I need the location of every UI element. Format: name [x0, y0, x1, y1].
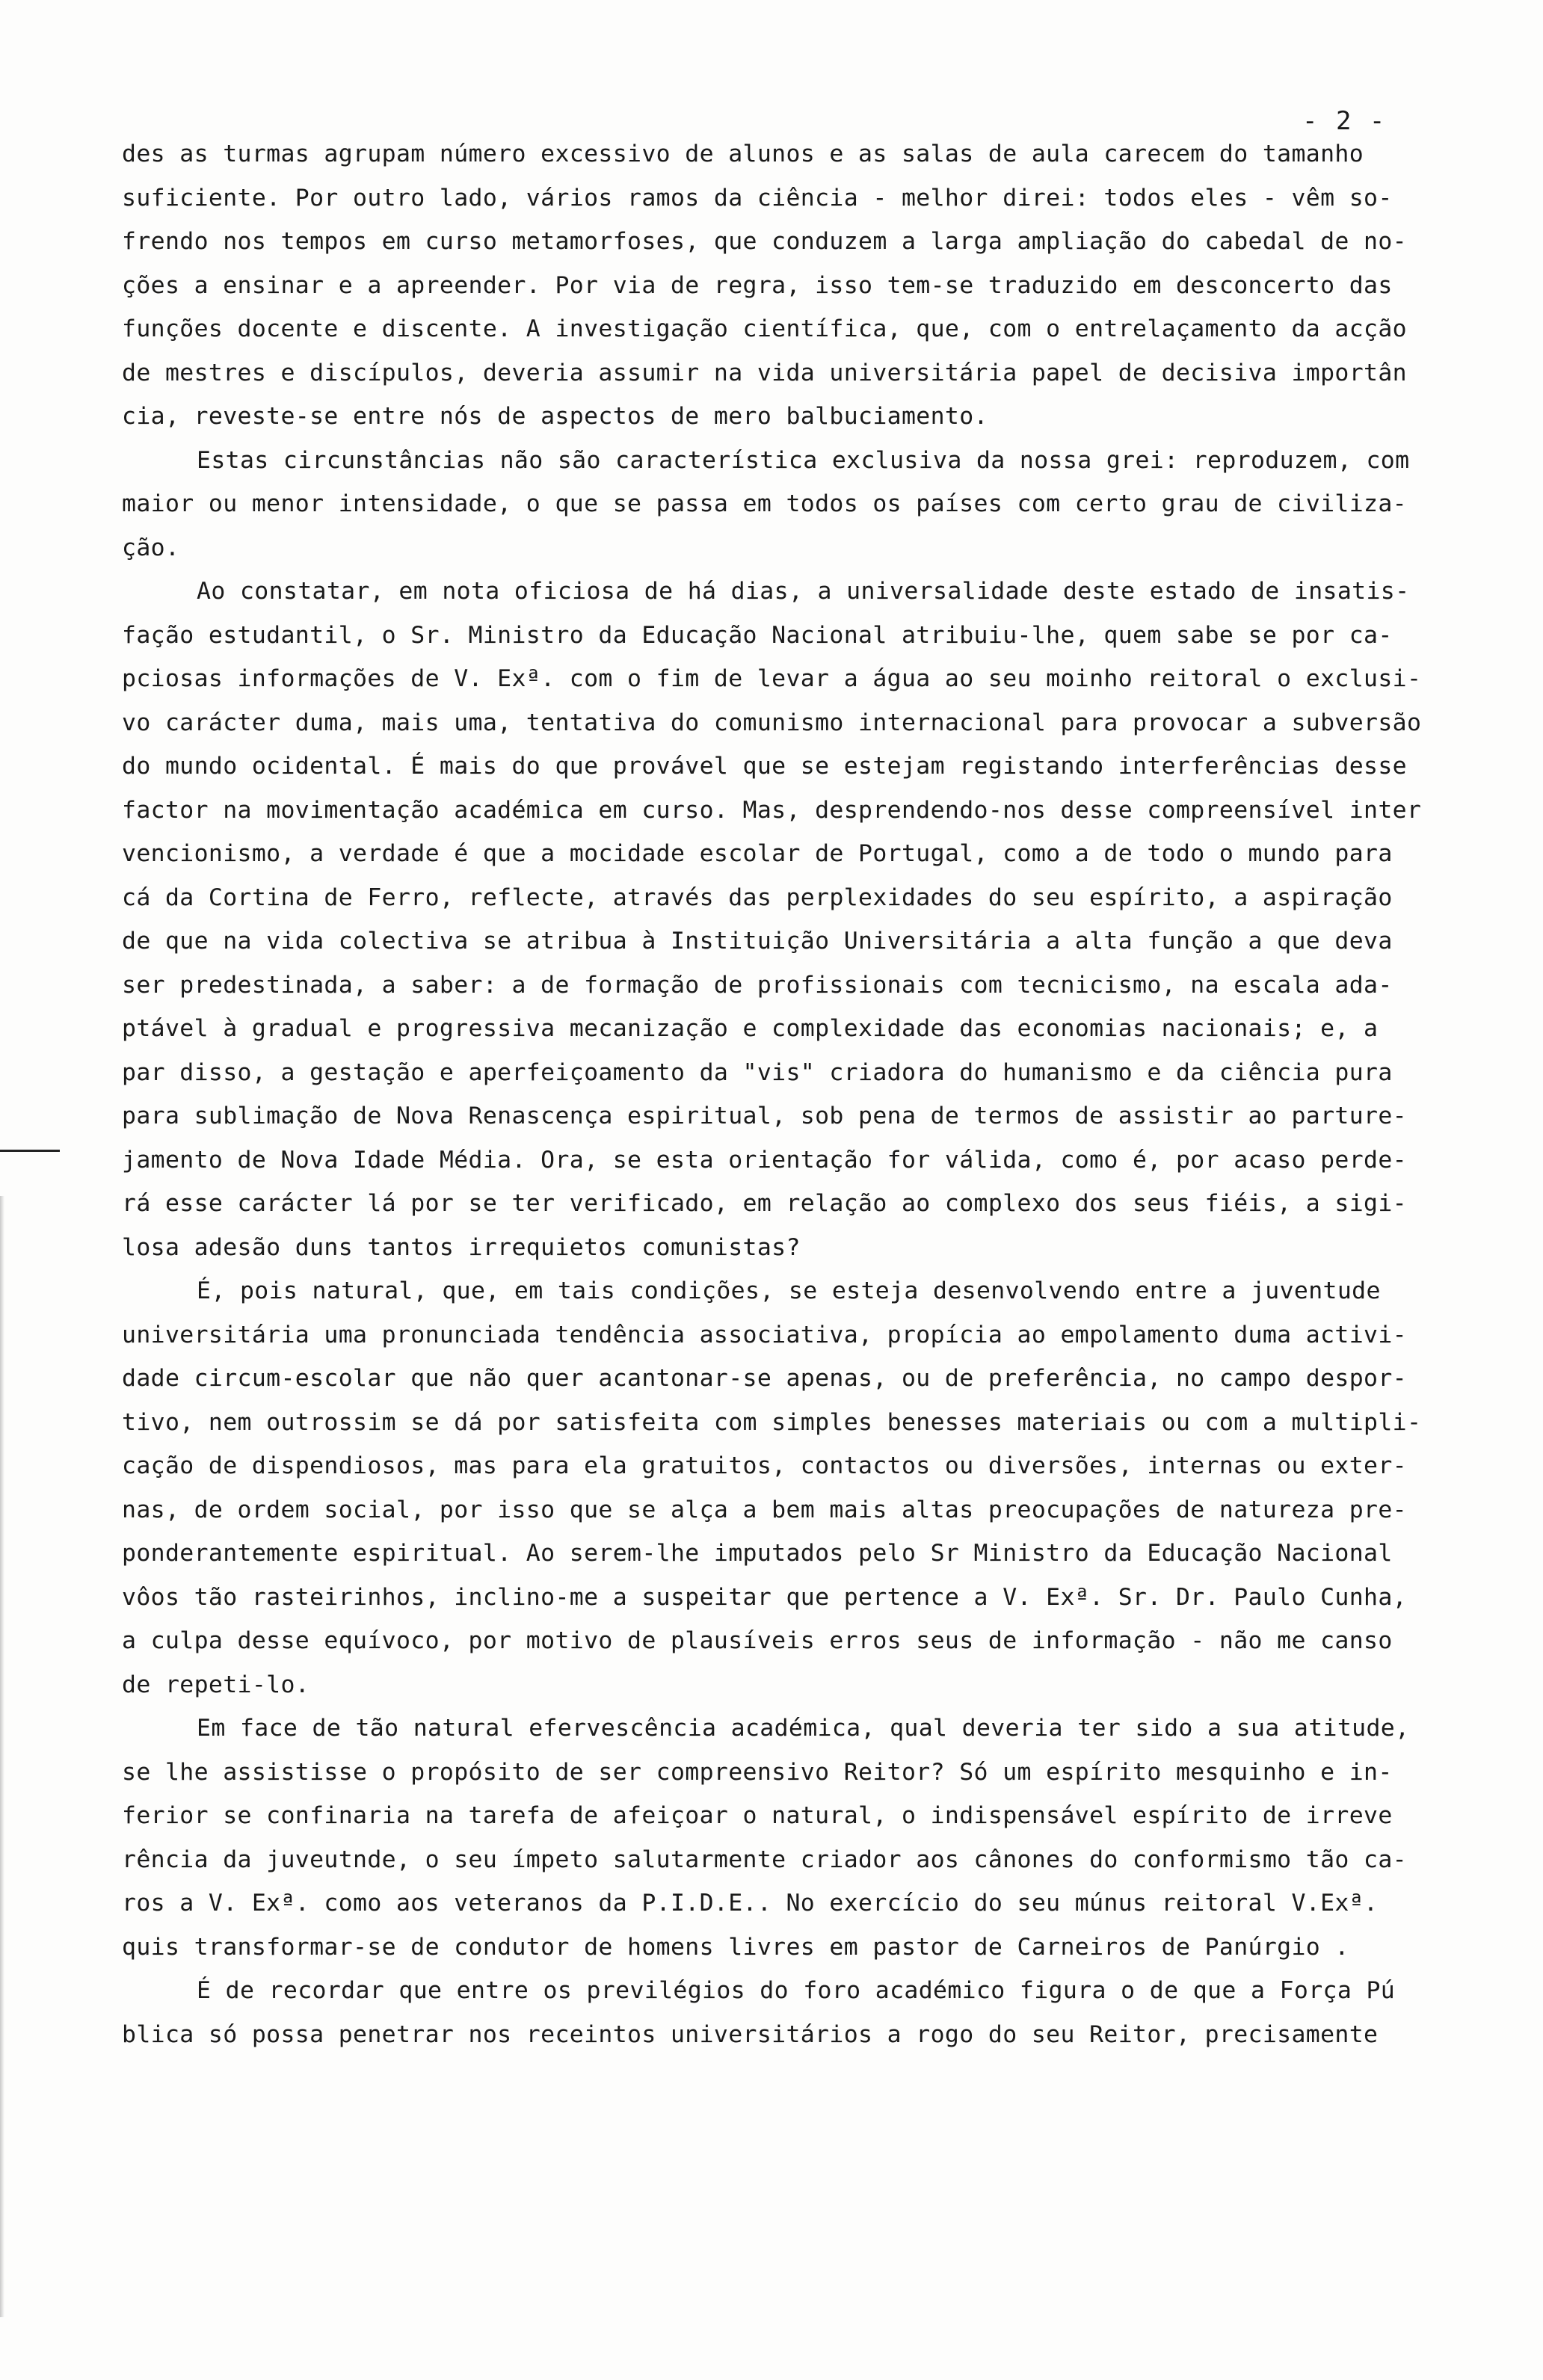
text-line: quis transformar-se de condutor de homens livres em pastor de Carneiros de Panúrgio . — [122, 1933, 1349, 1961]
text-line: factor na movimentação académica em curso. Mas, desprendendo-nos desse compreensível inter — [122, 796, 1422, 824]
text-line: ções a ensinar e a apreender. Por via de regra, isso tem-se traduzido em desconcerto das — [122, 271, 1393, 299]
text-line: vôos tão rasteirinhos, inclino-me a suspeitar que pertence a V. Exª. Sr. Dr. Paulo Cunha, — [122, 1583, 1407, 1611]
text-line: vo carácter duma, mais uma, tentativa do comunismo internacional para provocar a subversão — [122, 709, 1422, 736]
margin-mark — [0, 1150, 60, 1152]
paragraph-start-line: Ao constatar, em nota oficiosa de há dias, a universalidade deste estado de insatis- — [197, 578, 1410, 605]
paragraph-start-line: É de recordar que entre os previlégios do foro académico figura o de que a Força Pú — [197, 1977, 1396, 2004]
text-line: des as turmas agrupam número excessivo de alunos e as salas de aula carecem do tamanho — [122, 141, 1364, 167]
paragraph-start-line: Em face de tão natural efervescência académica, qual deveria ter sido a sua atitude, — [197, 1715, 1410, 1742]
text-line: de mestres e discípulos, deveria assumir na vida universitária papel de decisiva importân — [122, 359, 1407, 386]
text-line: universitária uma pronunciada tendência associativa, propícia ao empolamento duma activi- — [122, 1321, 1407, 1348]
text-line: losa adesão duns tantos irrequietos comunistas? — [122, 1233, 801, 1261]
text-line: par disso, a gestação e aperfeiçoamento da "vis" criadora do humanismo e da ciência pura — [122, 1058, 1393, 1086]
text-line: dade circum-escolar que não quer acantonar-se apenas, ou de preferência, no campo despor- — [122, 1365, 1407, 1392]
text-line: fação estudantil, o Sr. Ministro da Educação Nacional atribuiu-lhe, quem sabe se por ca- — [122, 621, 1393, 649]
body-text — [122, 132, 1453, 2056]
text-line: ptável à gradual e progressiva mecanização e complexidade das economias nacionais; e, a — [122, 1015, 1379, 1042]
text-line: vencionismo, a verdade é que a mocidade escolar de Portugal, como a de todo o mundo para — [122, 840, 1393, 867]
text-line: cia, reveste-se entre nós de aspectos de mero balbuciamento. — [122, 403, 988, 430]
page-edge-shadow — [0, 1196, 4, 2317]
text-line: tivo, nem outrossim se dá por satisfeita com simples benesses materiais ou com a multipli- — [122, 1408, 1422, 1436]
text-line: a culpa desse equívoco, por motivo de plausíveis erros seus de informação - não me canso — [122, 1627, 1393, 1654]
text-line: ponderantemente espiritual. Ao serem-lhe imputados pelo Sr Ministro da Educação Nacional — [122, 1540, 1393, 1567]
text-line: blica só possa penetrar nos receintos universitários a rogo do seu Reitor, precisamente — [122, 2020, 1379, 2048]
text-line: frendo nos tempos em curso metamorfoses, que conduzem a larga ampliação do cabedal de no- — [122, 228, 1407, 255]
page-number: - 2 - — [1302, 106, 1387, 136]
text-line: se lhe assistisse o propósito de ser compreensivo Reitor? Só um espírito mesquinho e in- — [122, 1758, 1393, 1786]
text-line: para sublimação de Nova Renascença espiritual, sob pena de termos de assistir ao parture- — [122, 1103, 1407, 1129]
text-line: pciosas informações de V. Exª. com o fim de levar a água ao seu moinho reitoral o exclusi- — [122, 665, 1422, 692]
text-line: nas, de ordem social, por isso que se alça a bem mais altas preocupações de natureza pre- — [122, 1496, 1407, 1523]
text-line: funções docente e discente. A investigação científica, que, com o entrelaçamento da acção — [122, 315, 1407, 342]
text-line: de que na vida colectiva se atribua à Instituição Universitária a alta função a que deva — [122, 928, 1393, 955]
text-line: maior ou menor intensidade, o que se passa em todos os países com certo grau de civiliza- — [122, 490, 1407, 517]
text-line: rá esse carácter lá por se ter verificado, em relação ao complexo dos seus fiéis, a sigi- — [122, 1190, 1407, 1217]
text-line: suficiente. Por outro lado, vários ramos da ciência - melhor direi: todos eles - vêm so- — [122, 184, 1393, 212]
text-line: ção. — [122, 534, 180, 561]
text-line: do mundo ocidental. É mais do que provável que se estejam registando interferências desse — [122, 753, 1407, 780]
text-line: de repeti-lo. — [122, 1671, 310, 1698]
text-line: ferior se confinaria na tarefa de afeiçoar o natural, o indispensável espírito de irreve — [122, 1802, 1393, 1829]
text-line: ros a V. Exª. como aos veteranos da P.I.D.E.. No exercício do seu múnus reitoral V.Exª. — [122, 1890, 1379, 1917]
text-line: ser predestinada, a saber: a de formação de profissionais com tecnicismo, na escala ada- — [122, 971, 1393, 999]
paragraph-start-line: É, pois natural, que, em tais condições, se esteja desenvolvendo entre a juventude — [197, 1277, 1381, 1304]
text-line: jamento de Nova Idade Média. Ora, se esta orientação for válida, como é, por acaso perde- — [122, 1146, 1407, 1174]
text-line: cação de dispendiosos, mas para ela gratuitos, contactos ou diversões, internas ou exter- — [122, 1452, 1407, 1479]
text-line: cá da Cortina de Ferro, reflecte, através das perplexidades do seu espírito, a aspiração — [122, 884, 1393, 911]
paragraph-start-line: Estas circunstâncias não são característica exclusiva da nossa grei: reproduzem, com — [197, 446, 1410, 474]
text-line: rência da juveutnde, o seu ímpeto salutarmente criador aos cânones do conformismo tão ca- — [122, 1846, 1407, 1873]
